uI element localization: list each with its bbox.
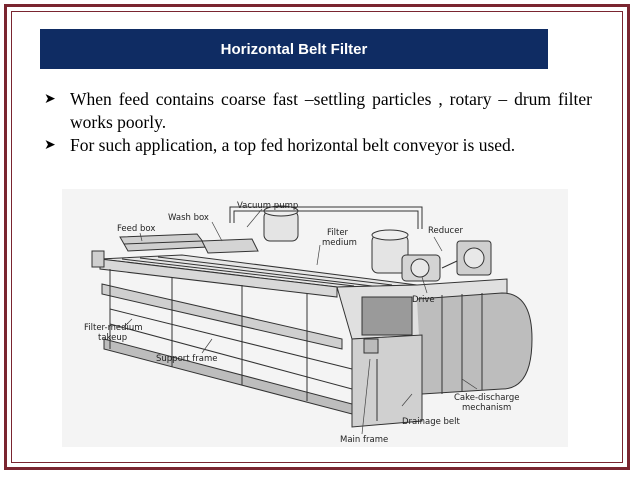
arrow-bullet-icon: ➤ [44,138,56,153]
label-vacuum-pump: Vacuum pump [237,201,299,211]
mesh-panel [362,297,412,335]
bullet-text: For such application, a top fed horizontal belt conveyor is used. [70,135,516,155]
label-filter-medium-2: medium [322,238,357,248]
bullet-list [44,88,592,157]
label-reducer: Reducer [428,226,463,236]
slide-title: Horizontal Belt Filter [220,40,368,58]
label-cake-discharge-2: mechanism [462,403,512,413]
slide-title-bar [40,29,548,69]
label-main-frame: Main frame [340,435,389,445]
bullet-item [44,88,592,134]
label-filter-medium-takeup-2: takeup [98,333,128,343]
label-support-frame: Support frame [156,354,218,364]
bullet-item [44,134,592,157]
label-drainage-belt: Drainage belt [402,417,460,427]
label-feed-box: Feed box [117,224,156,234]
label-cake-discharge-1: Cake-discharge [454,393,520,403]
arrow-bullet-icon: ➤ [44,92,56,107]
label-wash-box: Wash box [168,213,209,223]
label-filter-medium-takeup-1: Filter-medium [84,323,143,333]
label-filter-medium-1: Filter [327,228,349,238]
bullet-text: When feed contains coarse fast –settling particles , rotary – drum filter works poorly. [70,89,592,132]
diagram-svg [62,189,568,447]
label-drive: Drive [412,295,435,305]
horizontal-belt-filter-diagram [62,189,568,447]
